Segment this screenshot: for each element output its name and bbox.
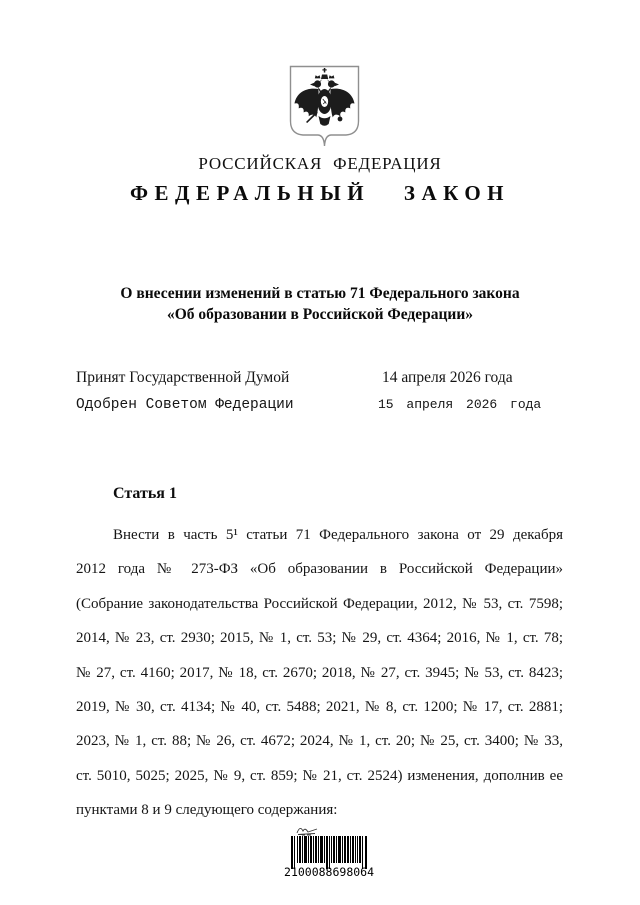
body-line: 2019, № 30, ст. 4134; № 40, ст. 5488; 2021, № 8, ст. 1200; № 17, ст. 2881; <box>76 698 563 715</box>
barcode-digits <box>283 865 375 879</box>
law-title <box>0 283 640 325</box>
country-header: РОССИЙСКАЯ ФЕДЕРАЦИЯ <box>198 154 442 173</box>
body-line: № 27, ст. 4160; 2017, № 18, ст. 2670; 2018, № 27, ст. 3945; № 53, ст. 8423; <box>76 664 563 681</box>
body-line: 2012 года № 273-ФЗ «Об образовании в Российской Федерации» <box>76 561 563 578</box>
barcode-digit-group: 2 <box>284 865 291 879</box>
adopted-by-duma-row <box>76 369 563 389</box>
barcode-digit-group: 69806 <box>332 865 368 879</box>
barcode-block <box>283 824 375 879</box>
barcode-digit-group: 4 <box>367 865 375 879</box>
coat-of-arms-box <box>289 65 360 149</box>
body-line: 2023, № 1, ст. 88; № 26, ст. 4672; 2024, № 1, ст. 20; № 25, ст. 3400; № 33, <box>76 733 563 750</box>
handwritten-scribble-icon <box>295 824 321 836</box>
body-line: (Собрание законодательства Российской Федерации, 2012, № 53, ст. 7598; <box>76 595 563 612</box>
body-line: пунктами 8 и 9 следующего содержания: <box>76 802 338 819</box>
article-body <box>76 518 563 828</box>
council-date: 15 апреля 2026 года <box>378 397 542 412</box>
russia-coat-of-arms-icon <box>289 65 360 149</box>
body-line: Внести в часть 5¹ статьи 71 Федерального закона от 29 декабря <box>113 527 563 543</box>
article-heading: Статья 1 <box>113 485 177 502</box>
document-type-header: ФЕДЕРАЛЬНЫЙ ЗАКОН <box>130 181 510 205</box>
duma-date: 14 апреля 2026 года <box>382 369 513 386</box>
council-label: Одобрен Советом Федерации <box>76 397 294 413</box>
law-title-line2: «Об образовании в Российской Федерации» <box>166 306 474 323</box>
barcode-digit-group: 100088 <box>290 865 333 879</box>
adoption-block <box>76 369 563 417</box>
law-title-line1: О внесении изменений в статью 71 Федерального закона <box>120 285 520 302</box>
duma-label: Принят Государственной Думой <box>76 369 290 386</box>
body-line: 2014, № 23, ст. 2930; 2015, № 1, ст. 53; № 29, ст. 4364; 2016, № 1, ст. 78; <box>76 630 563 647</box>
approved-by-council-row <box>76 397 563 417</box>
body-line: ст. 5010, 5025; 2025, № 9, ст. 859; № 21, ст. 2524) изменения, дополнив ее <box>76 767 563 784</box>
